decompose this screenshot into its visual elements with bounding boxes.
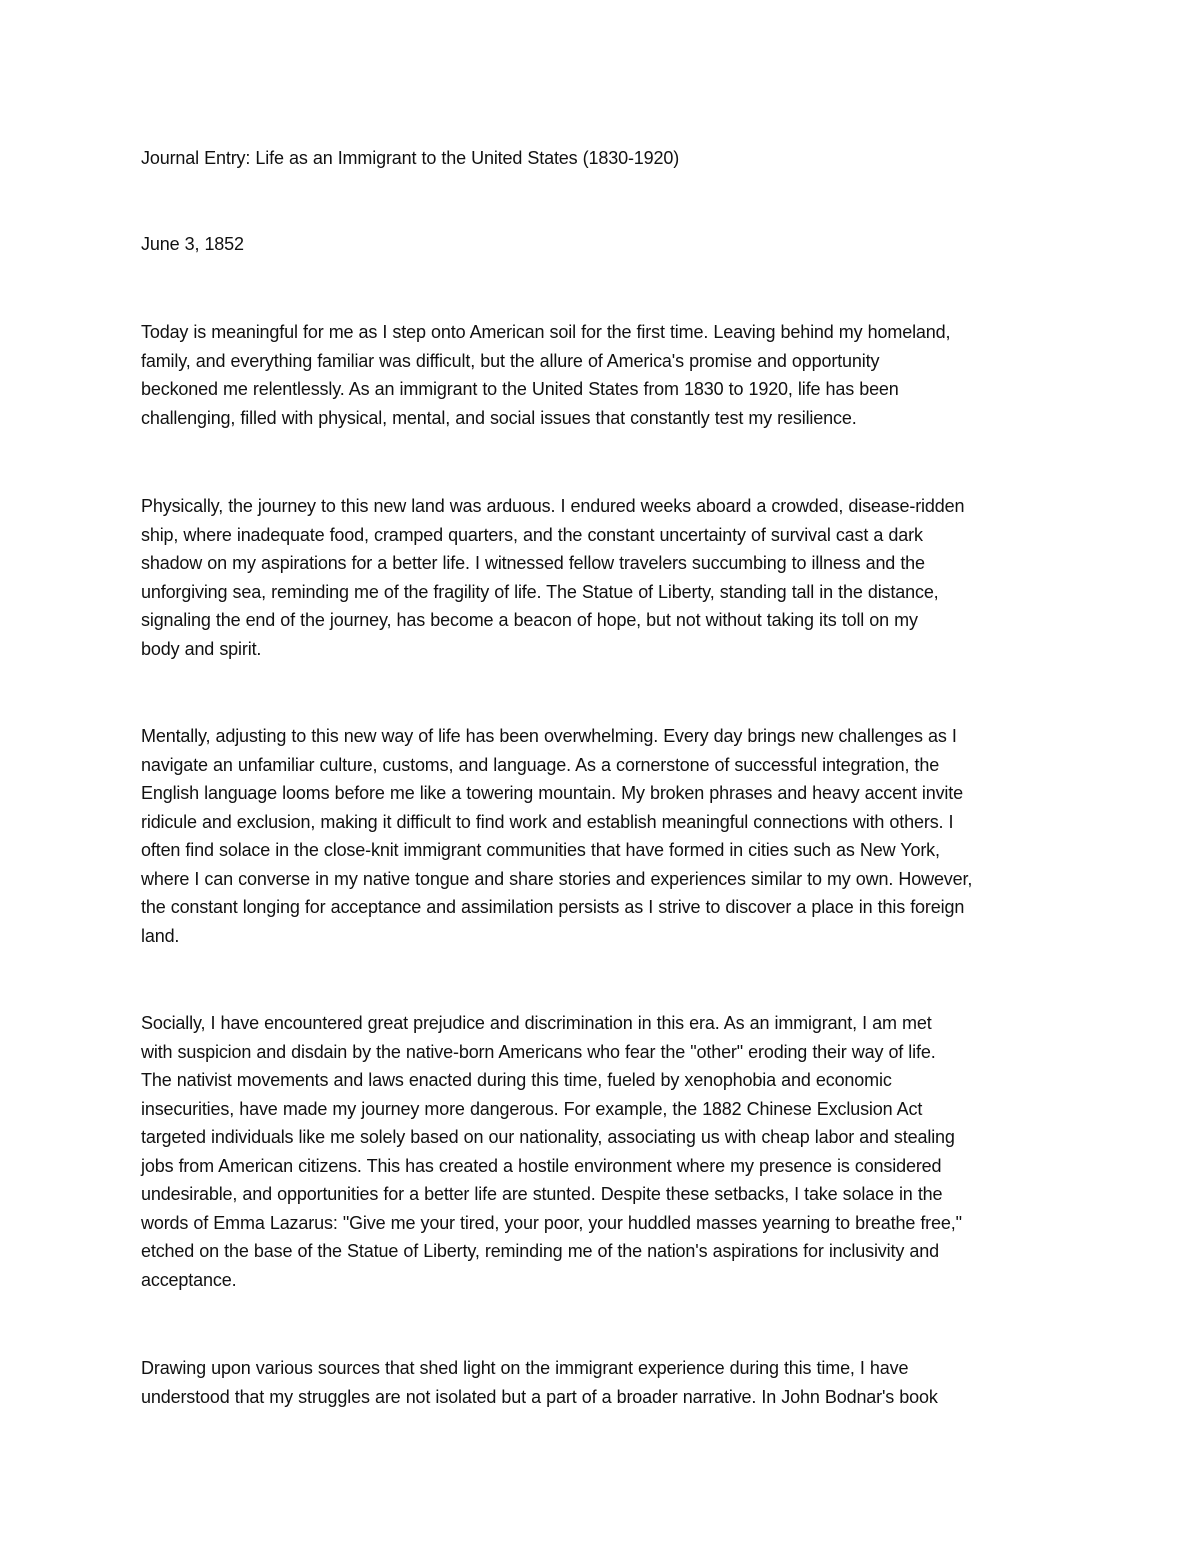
paragraph-line: unforgiving sea, reminding me of the fragility of life. The Statue of Liberty, standing tall in the distance, [141, 581, 939, 602]
paragraph-line: Today is meaningful for me as I step onto American soil for the first time. Leaving behind my homeland, [141, 322, 951, 342]
paragraph-sources [141, 1354, 1071, 1411]
paragraph-social [141, 1009, 1071, 1294]
entry-date [141, 230, 1071, 259]
paragraph-line: insecurities, have made my journey more dangerous. For example, the 1882 Chinese Exclusion Act [141, 1098, 923, 1119]
paragraph-line: challenging, filled with physical, mental, and social issues that constantly test my resilience. [141, 407, 857, 428]
paragraph-line: undesirable, and opportunities for a better life are stunted. Despite these setbacks, I take solace in the [141, 1184, 943, 1204]
paragraph-line: land. [141, 925, 180, 946]
paragraph-line: understood that my struggles are not isolated but a part of a broader narrative. In John Bodnar's book [141, 1386, 938, 1407]
paragraph-line: Drawing upon various sources that shed light on the immigrant experience during this time, I have [141, 1358, 909, 1378]
paragraph-arrival [141, 318, 1071, 432]
paragraph-line: where I can converse in my native tongue and share stories and experiences similar to my own. However, [141, 868, 973, 889]
paragraph-line: Socially, I have encountered great prejudice and discrimination in this era. As an immigrant, I am met [141, 1013, 932, 1033]
paragraph-line: signaling the end of the journey, has become a beacon of hope, but not without taking its toll on my [141, 610, 918, 630]
paragraph-line: ridicule and exclusion, making it difficult to find work and establish meaningful connections with others. I [141, 811, 954, 832]
paragraph-line: English language looms before me like a towering mountain. My broken phrases and heavy accent invite [141, 783, 963, 803]
paragraph-line: acceptance. [141, 1269, 237, 1290]
date-line: June 3, 1852 [141, 234, 244, 254]
paragraph-line: shadow on my aspirations for a better life. I witnessed fellow travelers succumbing to illness and the [141, 553, 925, 573]
paragraph-line: jobs from American citizens. This has created a hostile environment where my presence is considered [141, 1155, 942, 1176]
paragraph-line: targeted individuals like me solely based on our nationality, associating us with cheap labor and stealing [141, 1127, 955, 1147]
paragraph-line: with suspicion and disdain by the native-born Americans who fear the "other" eroding their way of life. [141, 1041, 936, 1062]
paragraph-line: etched on the base of the Statue of Liberty, reminding me of the nation's aspirations for inclusivity and [141, 1241, 939, 1261]
paragraph-line: Physically, the journey to this new land was arduous. I endured weeks aboard a crowded, disease-ridden [141, 496, 965, 516]
paragraph-line: the constant longing for acceptance and assimilation persists as I strive to discover a place in this foreign [141, 897, 965, 917]
paragraph-line: body and spirit. [141, 638, 262, 659]
paragraph-mental [141, 722, 1071, 950]
paragraph-line: ship, where inadequate food, cramped quarters, and the constant uncertainty of survival cast a dark [141, 524, 923, 545]
paragraph-line: The nativist movements and laws enacted during this time, fueled by xenophobia and economic [141, 1070, 892, 1090]
title-line: Journal Entry: Life as an Immigrant to the United States (1830-1920) [141, 148, 680, 168]
paragraph-line: often find solace in the close-knit immigrant communities that have formed in cities such as New York, [141, 840, 940, 860]
document-title [141, 144, 1071, 173]
paragraph-line: Mentally, adjusting to this new way of life has been overwhelming. Every day brings new challenges as I [141, 726, 957, 746]
paragraph-line: family, and everything familiar was difficult, but the allure of America's promise and opportunity [141, 350, 880, 371]
paragraph-line: navigate an unfamiliar culture, customs, and language. As a cornerstone of successful integration, the [141, 754, 940, 775]
paragraph-physical [141, 492, 1071, 663]
paragraph-line: words of Emma Lazarus: "Give me your tired, your poor, your huddled masses yearning to breathe free," [141, 1212, 962, 1233]
paragraph-line: beckoned me relentlessly. As an immigrant to the United States from 1830 to 1920, life has been [141, 379, 899, 399]
